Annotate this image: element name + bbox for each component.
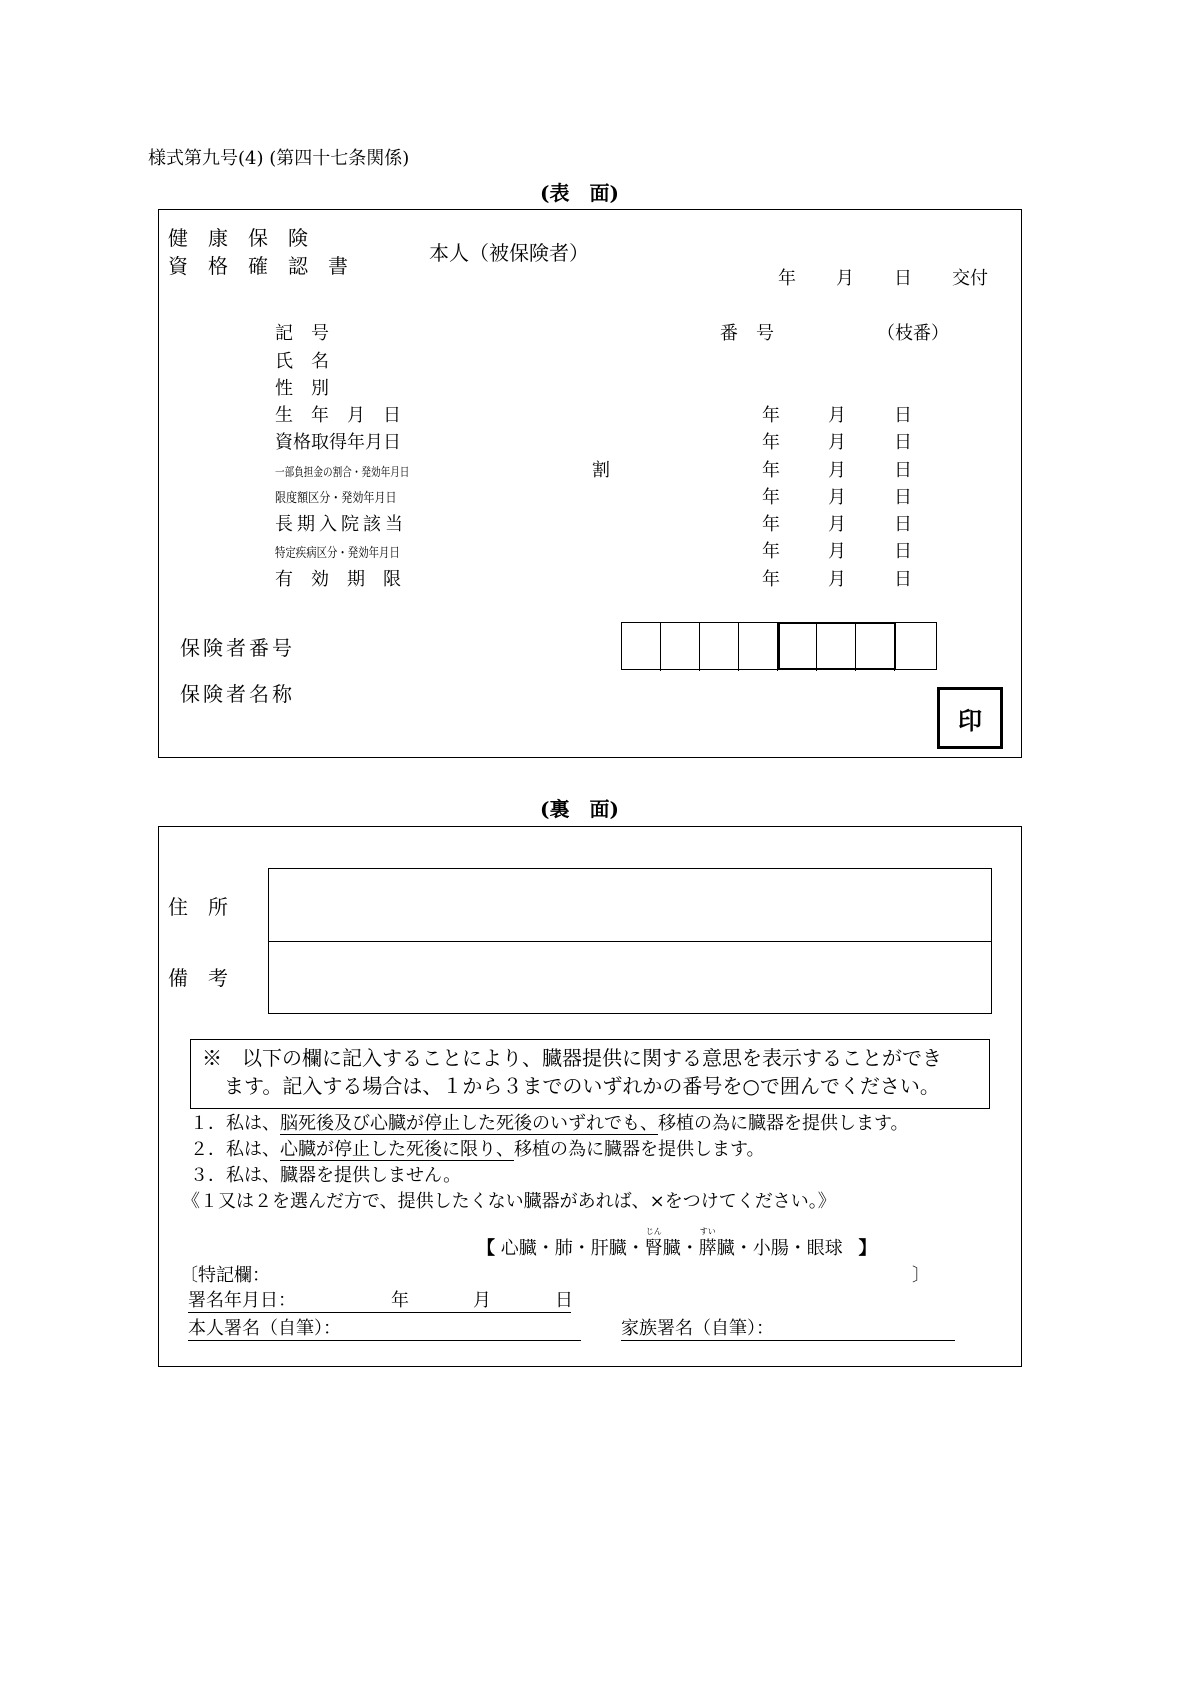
day-mark: 日 — [894, 405, 912, 426]
notice-line1: ※ 以下の欄に記入することにより、臓器提供に関する意思を表示することができ — [202, 1046, 942, 1070]
acquire-label: 資格取得年月日 — [275, 432, 401, 453]
option-1[interactable] — [190, 1113, 909, 1135]
limit-label: 限度額区分・発効年月日 — [275, 491, 397, 506]
day-mark: 日 — [894, 460, 912, 481]
issue-day: 日 — [894, 268, 912, 289]
pancreas-ruby: すい — [699, 1227, 716, 1236]
organ-bracket-open: 【 — [477, 1238, 495, 1259]
family-sign-line[interactable] — [621, 1318, 955, 1341]
option-2[interactable] — [190, 1139, 765, 1161]
kidney-kanji[interactable]: じん 腎 — [644, 1227, 663, 1259]
issue-suffix: 交付 — [952, 268, 988, 289]
option1-underlined: 脳死後及び心臓が停止した死後のいずれでも、 — [280, 1113, 658, 1134]
self-sign-line[interactable] — [188, 1318, 581, 1341]
issue-year: 年 — [778, 268, 796, 289]
option2-suffix: 移植の為に臓器を提供します。 — [514, 1139, 765, 1160]
disease-label: 特定疾病区分・発効年月日 — [275, 546, 400, 561]
pancreas-kanji[interactable]: すい 膵 — [698, 1227, 717, 1259]
insurer-number-label: 保険者番号 — [180, 636, 295, 660]
address-remarks-table — [268, 868, 992, 1014]
birth-label: 生 年 月 日 — [275, 405, 401, 426]
month-mark: 月 — [828, 569, 846, 590]
branch-label: （枝番） — [877, 323, 949, 344]
insurer-digit-cell[interactable] — [739, 623, 778, 671]
sign-date-line[interactable] — [188, 1290, 571, 1313]
year-mark: 年 — [762, 514, 780, 535]
day-mark: 日 — [894, 514, 912, 535]
month-mark: 月 — [828, 432, 846, 453]
year-mark: 年 — [762, 432, 780, 453]
symbol-label: 記 号 — [275, 323, 329, 344]
limit-date — [762, 487, 912, 509]
issue-date — [778, 268, 988, 290]
validity-date — [762, 569, 912, 591]
option1-prefix: １．私は、 — [190, 1113, 280, 1134]
special-label: 〔特記欄： — [180, 1265, 270, 1286]
insurer-digit-cell[interactable] — [700, 623, 739, 671]
longterm-label: 長期入院該当 — [275, 514, 407, 535]
longterm-date — [762, 514, 912, 536]
remarks-label: 備 考 — [168, 966, 228, 990]
card-title-line1: 健 康 保 険 — [168, 226, 308, 250]
organ-bracket-close: 】 — [858, 1238, 877, 1259]
year-mark: 年 — [762, 569, 780, 590]
sign-date-year: 年 — [391, 1290, 409, 1311]
month-mark: 月 — [828, 405, 846, 426]
day-mark: 日 — [894, 569, 912, 590]
month-mark: 月 — [828, 541, 846, 562]
option1-suffix: 移植の為に臓器を提供します。 — [658, 1113, 909, 1134]
option2-prefix: ２．私は、 — [190, 1139, 280, 1160]
insurer-digit-cell[interactable] — [661, 623, 700, 671]
acquire-date — [762, 432, 912, 454]
year-mark: 年 — [762, 460, 780, 481]
copay-label: 一部負担金の割合・発効年月日 — [275, 465, 410, 479]
birth-date — [762, 405, 912, 427]
sign-date-month: 月 — [473, 1290, 491, 1311]
address-field[interactable] — [269, 869, 991, 942]
special-close: 〕 — [912, 1265, 930, 1286]
month-mark: 月 — [828, 460, 846, 481]
remarks-field[interactable] — [269, 942, 991, 1012]
day-mark: 日 — [894, 541, 912, 562]
organ-list — [477, 1227, 877, 1260]
organs-before[interactable]: 心臓・肺・肝臓・ — [500, 1238, 645, 1259]
day-mark: 日 — [894, 487, 912, 508]
self-sign-label: 本人署名（自筆）： — [188, 1318, 341, 1339]
sex-label: 性 別 — [275, 378, 329, 399]
card-title-line2: 資 格 確 認 書 — [168, 254, 348, 278]
insurer-number-grid[interactable] — [621, 622, 937, 670]
insurer-digit-cell[interactable] — [622, 623, 661, 671]
disease-date — [762, 541, 912, 563]
name-label: 氏 名 — [275, 351, 329, 372]
option2-underlined: 心臓が停止した死後に限り、 — [280, 1139, 514, 1160]
month-mark: 月 — [828, 514, 846, 535]
day-mark: 日 — [894, 432, 912, 453]
organs-after[interactable]: 臓・小腸・眼球 — [716, 1238, 843, 1259]
notice-line2: ます。記入する場合は、１から３までのいずれかの番号を○で囲んでください。 — [224, 1074, 940, 1098]
special-field[interactable] — [290, 1267, 900, 1287]
seal-text: 印 — [958, 706, 982, 735]
month-mark: 月 — [828, 487, 846, 508]
copay-unit: 割 — [592, 460, 610, 481]
insurer-digit-highlight — [778, 622, 896, 670]
insurer-name-label: 保険者名称 — [180, 682, 295, 706]
back-heading: (裏 面) — [540, 797, 619, 821]
instruction: 《１又は２を選んだ方で、提供したくない臓器があれば、×をつけてください。》 — [182, 1191, 836, 1212]
issue-month: 月 — [836, 268, 854, 289]
family-sign-label: 家族署名（自筆）： — [621, 1318, 774, 1339]
holder-type: 本人（被保険者） — [429, 241, 589, 265]
form-number: 様式第九号(4) (第四十七条関係) — [148, 148, 410, 169]
front-heading: (表 面) — [540, 181, 619, 205]
address-label: 住 所 — [168, 895, 228, 919]
front-card — [158, 209, 1022, 758]
copay-date — [762, 460, 912, 482]
kidney-ruby: じん — [645, 1227, 662, 1236]
year-mark: 年 — [762, 487, 780, 508]
validity-label: 有 効 期 限 — [275, 569, 401, 590]
sign-date-day: 日 — [555, 1290, 573, 1311]
year-mark: 年 — [762, 405, 780, 426]
option-3[interactable]: ３．私は、臓器を提供しません。 — [190, 1165, 462, 1186]
sign-date-label: 署名年月日： — [188, 1290, 296, 1311]
number-label: 番 号 — [720, 323, 774, 344]
year-mark: 年 — [762, 541, 780, 562]
seal-box — [937, 687, 1003, 749]
organs-mid[interactable]: 臓・ — [662, 1238, 699, 1259]
